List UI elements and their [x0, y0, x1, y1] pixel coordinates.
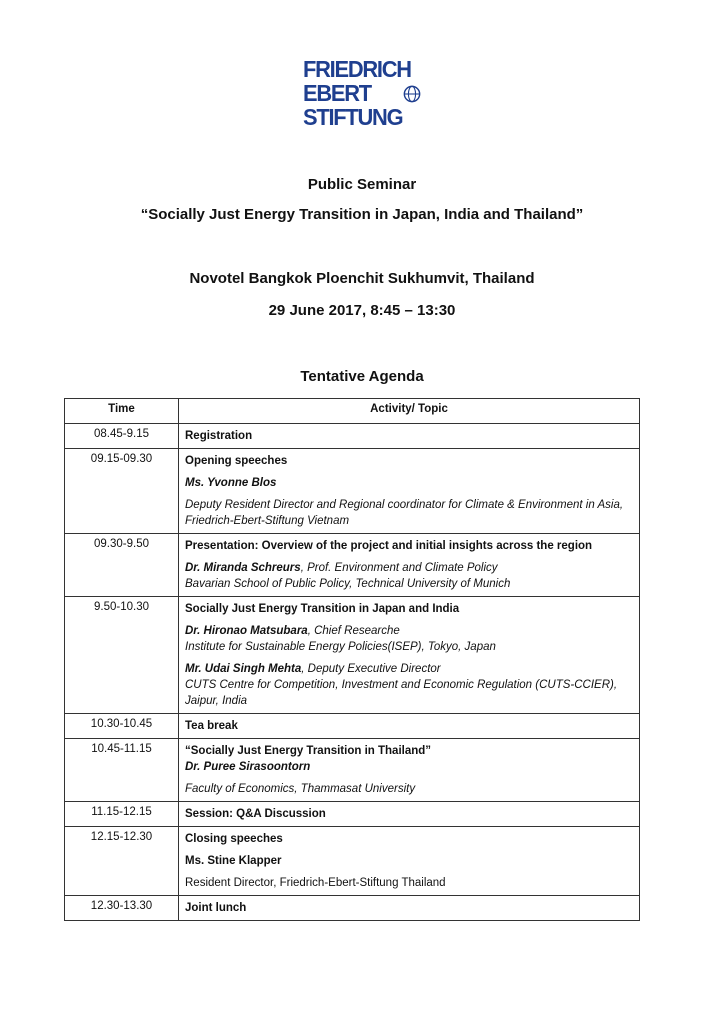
- table-row: [65, 802, 640, 827]
- activity-title: Opening speeches: [185, 455, 288, 467]
- speaker-role: , Chief Researche: [307, 625, 400, 637]
- speaker-name: Ms. Yvonne Blos: [185, 477, 277, 489]
- speaker-name: Mr. Udai Singh Mehta: [185, 663, 302, 675]
- event-date: 29 June 2017, 8:45 – 13:30: [268, 302, 456, 319]
- venue: Novotel Bangkok Ploenchit Sukhumvit, Thailand: [189, 270, 535, 287]
- speaker-role: , Prof. Environment and Climate Policy: [300, 562, 498, 574]
- speaker-name: Dr. Hironao Matsubara: [185, 625, 308, 637]
- activity-cell: [179, 896, 640, 921]
- table-row: [65, 424, 640, 449]
- table-row: [65, 597, 640, 714]
- activity-cell: [179, 449, 640, 534]
- activity-cell: [179, 597, 640, 714]
- time-cell: 12.15-12.30: [65, 827, 179, 896]
- speaker-details: Bavarian School of Public Policy, Technical University of Munich: [185, 578, 511, 590]
- activity-cell: [179, 827, 640, 896]
- table-row: [65, 449, 640, 534]
- table-row: [65, 896, 640, 921]
- time-cell: 08.45-9.15: [65, 424, 179, 449]
- speaker-org: Institute for Sustainable Energy Policies(ISEP), Tokyo, Japan: [185, 641, 496, 653]
- table-header-row: [65, 399, 640, 424]
- speaker-role: , Deputy Executive Director: [301, 663, 441, 675]
- speaker-details: Deputy Resident Director and Regional coordinator for Climate & Environment in Asia, Friedrich-Ebert-Stiftung Vietnam: [185, 499, 624, 527]
- table-row: [65, 739, 640, 802]
- speaker-name: Dr. Miranda Schreurs: [185, 562, 301, 574]
- activity-title: “Socially Just Energy Transition in Thailand”: [185, 745, 432, 757]
- time-cell: 10.30-10.45: [65, 714, 179, 739]
- column-header-activity: Activity/ Topic: [179, 399, 640, 424]
- fes-logo: [303, 58, 425, 132]
- speaker-org: CUTS Centre for Competition, Investment and Economic Regulation (CUTS-CCIER), Jaipur, India: [185, 679, 618, 707]
- activity-title: Joint lunch: [185, 902, 247, 914]
- activity-cell: [179, 714, 640, 739]
- column-header-time: Time: [65, 399, 179, 424]
- speaker-details: Faculty of Economics, Thammasat University: [185, 783, 416, 795]
- table-row: [65, 534, 640, 597]
- agenda-title: Tentative Agenda: [300, 368, 424, 385]
- activity-title: Socially Just Energy Transition in Japan and India: [185, 603, 460, 615]
- table-row: [65, 714, 640, 739]
- activity-cell: [179, 802, 640, 827]
- speaker-name: Ms. Stine Klapper: [185, 855, 282, 867]
- time-cell: 09.15-09.30: [65, 449, 179, 534]
- event-type: Public Seminar: [307, 176, 417, 193]
- activity-title: Closing speeches: [185, 833, 283, 845]
- seminar-title: “Socially Just Energy Transition in Japan, India and Thailand”: [140, 206, 584, 223]
- activity-title: Session: Q&A Discussion: [185, 808, 326, 820]
- activity-title: Registration: [185, 430, 253, 442]
- activity-title: Tea break: [185, 720, 238, 732]
- time-cell: 10.45-11.15: [65, 739, 179, 802]
- globe-icon: [403, 85, 421, 103]
- speaker-name: Dr. Puree Sirasoontorn: [185, 761, 311, 773]
- activity-cell: [179, 534, 640, 597]
- activity-cell: [179, 739, 640, 802]
- agenda-table: [64, 398, 640, 921]
- speaker-details: Resident Director, Friedrich-Ebert-Stiftung Thailand: [185, 877, 446, 889]
- time-cell: 11.15-12.15: [65, 802, 179, 827]
- time-cell: 12.30-13.30: [65, 896, 179, 921]
- activity-title: Presentation: Overview of the project and initial insights across the region: [185, 540, 593, 552]
- table-row: [65, 827, 640, 896]
- time-cell: 9.50-10.30: [65, 597, 179, 714]
- logo-line-3: STIFTUNG: [303, 104, 403, 130]
- activity-cell: [179, 424, 640, 449]
- logo-line-2: EBERT: [303, 80, 371, 106]
- time-cell: 09.30-9.50: [65, 534, 179, 597]
- logo-line-1: FRIEDRICH: [303, 56, 411, 82]
